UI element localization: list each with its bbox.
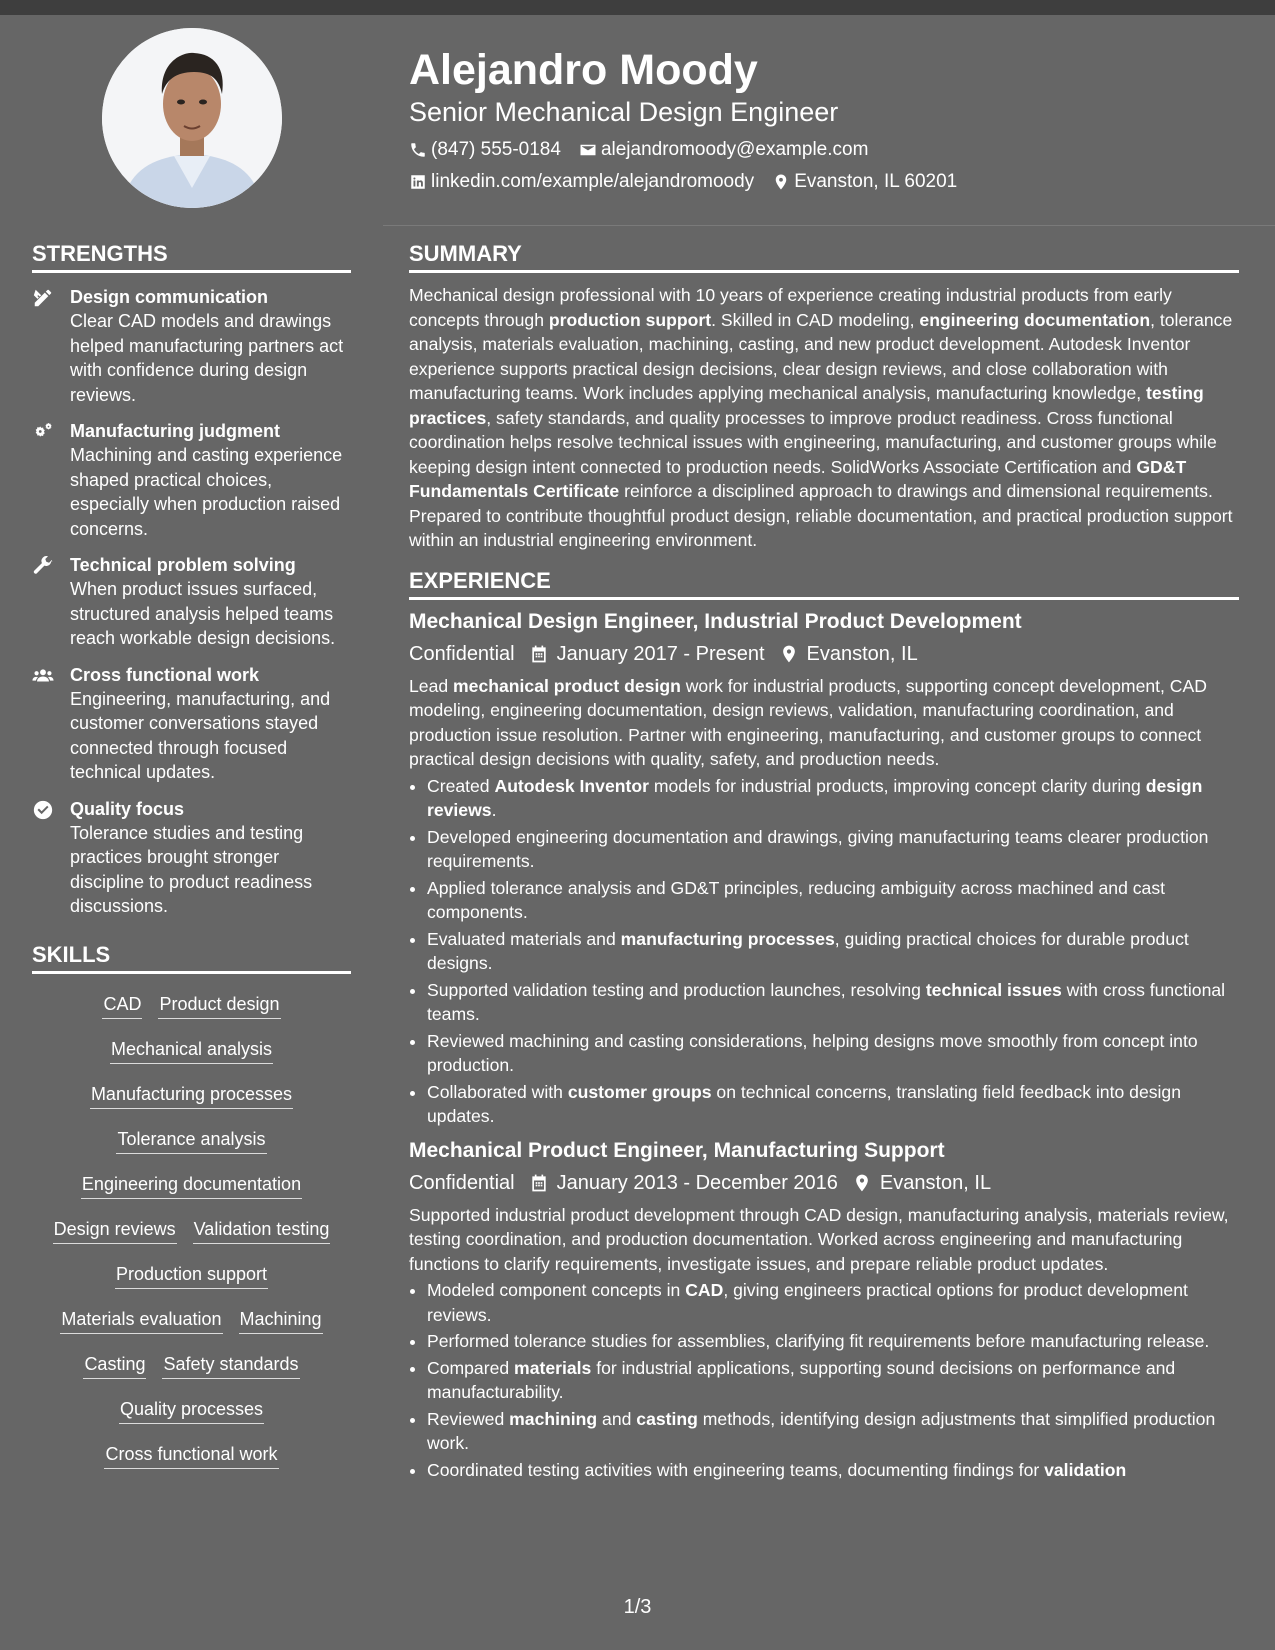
- skill-tag: Cross functional work: [104, 1442, 278, 1469]
- envelope-icon: [579, 141, 597, 159]
- gears-icon: [32, 421, 54, 443]
- bullet-item: • Evaluated materials and manufacturing processes, guiding practical choices for durable product designs.: [427, 927, 1239, 976]
- linkedin-text: linkedin.com/example/alejandromoody: [431, 171, 755, 192]
- job-entry: [409, 1137, 1239, 1483]
- strength-description: When product issues surfaced, structured analysis helped teams reach workable design decisions.: [70, 579, 336, 648]
- map-pin-icon: [852, 1173, 872, 1193]
- location-text: Evanston, IL 60201: [794, 171, 958, 192]
- job-dates: January 2013 - December 2016: [556, 1171, 838, 1194]
- page-number: 1/3: [623, 1596, 652, 1618]
- strength-title: Quality focus: [70, 798, 185, 819]
- strength-description: Clear CAD models and drawings helped manufacturing partners act with confidence during design reviews.: [70, 311, 344, 405]
- strength-item: [32, 663, 351, 785]
- skills-list: [32, 992, 351, 1469]
- email-text: alejandromoody@example.com: [600, 139, 869, 160]
- bullet-item: • Compared materials for industrial applications, supporting sound decisions on performance and manufacturability.: [427, 1356, 1239, 1405]
- bullet-item: • Supported validation testing and production launches, resolving technical issues with cross functional teams.: [427, 978, 1239, 1027]
- calendar-icon: [529, 644, 549, 664]
- job-description: Supported industrial product development through CAD design, manufacturing analysis, materials review, testing coordination, and production documentation. Worked across engineering and manufacturing functions to clarify requirements, investigate issues, and prepare reliable product updates.: [409, 1204, 1229, 1274]
- strength-description: Engineering, manufacturing, and customer conversations stayed connected through focused technical updates.: [70, 688, 331, 782]
- bullet-item: • Modeled component concepts in CAD, giving engineers practical options for product development reviews.: [427, 1278, 1239, 1327]
- strength-title: Cross functional work: [70, 664, 260, 685]
- strength-item: [32, 419, 351, 541]
- phone-contact[interactable]: [409, 138, 561, 162]
- bullet-item: • Performed tolerance studies for assemblies, clarifying fit requirements before manufacturing release.: [427, 1329, 1239, 1354]
- job-bullets: [409, 1278, 1239, 1482]
- bullet-item: • Reviewed machining and casting considerations, helping designs move smoothly from concept into production.: [427, 1029, 1239, 1078]
- skills-heading: SKILLS: [32, 941, 351, 974]
- header-divider: [383, 225, 1275, 226]
- wrench-icon: [32, 555, 54, 577]
- calendar-icon: [529, 1173, 549, 1193]
- skill-tag: Machining: [239, 1307, 323, 1334]
- linkedin-contact[interactable]: [409, 170, 754, 194]
- bullet-item: • Reviewed machining and casting methods, identifying design adjustments that simplified production work.: [427, 1407, 1239, 1456]
- location-contact: [772, 170, 957, 194]
- candidate-role: Senior Mechanical Design Engineer: [409, 97, 839, 127]
- job-description: Lead mechanical product design work for industrial products, supporting concept development, CAD modeling, engineering documentation, design reviews, validation, manufacturing coordination, and production issue resolution. Partner with engineering, manufacturing, and customer groups to connect practical design decisions with quality, safety, and production needs.: [409, 675, 1207, 769]
- skill-tag: Engineering documentation: [81, 1172, 302, 1199]
- map-pin-icon: [779, 644, 799, 664]
- phone-text: (847) 555-0184: [431, 139, 561, 160]
- strength-title: Technical problem solving: [70, 555, 296, 575]
- strength-item: [32, 797, 351, 919]
- job-dates: January 2017 - Present: [556, 642, 765, 665]
- strength-item: [32, 553, 351, 651]
- skill-tag: Design reviews: [53, 1217, 177, 1244]
- linkedin-icon: [409, 173, 427, 191]
- strength-title: Design communication: [70, 287, 269, 307]
- email-contact[interactable]: [579, 138, 868, 162]
- contact-row-1: [409, 138, 1249, 162]
- pencil-ruler-icon: [32, 287, 54, 309]
- candidate-name: Alejandro Moody: [409, 46, 758, 94]
- strength-title: Manufacturing judgment: [70, 421, 280, 441]
- summary-text: Mechanical design professional with 10 years of experience creating industrial products from early concepts through production support. Skilled in CAD modeling, engineering documentation, tolerance analysis, materials evaluation, machining, casting, and new product development. Autodesk Inventor experience supports practical design decisions, clear design reviews, and close collaboration with manufacturing teams. Work includes applying mechanical analysis, manufacturing knowledge, testing practices, safety standards, and quality processes to improve product readiness. Cross functional coordination helps resolve technical issues with engineering, manufacturing, and customer groups while keeping design intent connected to production needs. SolidWorks Associate Certification and GD&T Fundamentals Certificate reinforce a disciplined approach to drawings and dimensional requirements. Prepared to contribute thoughtful product design, reliable documentation, and practical production support within an industrial engineering environment.: [409, 285, 1233, 550]
- right-column: [409, 240, 1239, 1484]
- job-entry: [409, 608, 1239, 1129]
- job-company: Confidential: [409, 1171, 515, 1194]
- bullet-item: • Coordinated testing activities with engineering teams, documenting findings for validation: [427, 1458, 1239, 1483]
- skill-tag: CAD: [102, 992, 142, 1019]
- summary-heading: SUMMARY: [409, 240, 1239, 273]
- bullet-item: • Applied tolerance analysis and GD&T principles, reducing ambiguity across machined and cast components.: [427, 876, 1239, 925]
- job-meta: [409, 1169, 1239, 1197]
- left-column: [32, 240, 351, 1469]
- bullet-item: • Created Autodesk Inventor models for industrial products, improving concept clarity during design reviews.: [427, 774, 1239, 823]
- skill-tag: Product design: [158, 992, 280, 1019]
- job-company: Confidential: [409, 642, 515, 665]
- job-title: Mechanical Design Engineer, Industrial Product Development: [409, 609, 1022, 633]
- skill-tag: Tolerance analysis: [116, 1127, 266, 1154]
- strengths-list: [32, 285, 351, 919]
- job-location: Evanston, IL: [806, 642, 918, 665]
- strength-description: Tolerance studies and testing practices brought stronger discipline to product readiness discussions.: [70, 822, 313, 916]
- skill-tag: Mechanical analysis: [110, 1037, 273, 1064]
- profile-photo: [102, 28, 282, 208]
- skill-tag: Materials evaluation: [60, 1307, 222, 1334]
- phone-icon: [409, 141, 427, 159]
- strength-description: Machining and casting experience shaped practical choices, especially when production raised concerns.: [70, 445, 343, 539]
- map-pin-icon: [772, 173, 790, 191]
- experience-heading: EXPERIENCE: [409, 567, 1239, 600]
- contact-row-2: [409, 170, 1249, 194]
- skill-tag: Quality processes: [119, 1397, 264, 1424]
- skill-tag: Manufacturing processes: [90, 1082, 293, 1109]
- users-icon: [32, 665, 54, 687]
- skill-tag: Casting: [83, 1352, 146, 1379]
- bullet-item: • Developed engineering documentation and drawings, giving manufacturing teams clearer production requirements.: [427, 825, 1239, 874]
- job-title: Mechanical Product Engineer, Manufacturing Support: [409, 1138, 945, 1162]
- skill-tag: Production support: [115, 1262, 268, 1289]
- skill-tag: Validation testing: [193, 1217, 331, 1244]
- strength-item: [32, 285, 351, 407]
- check-circle-icon: [32, 799, 54, 821]
- job-bullets: [409, 774, 1239, 1129]
- resume-header: [409, 40, 1249, 194]
- job-location: Evanston, IL: [879, 1171, 992, 1194]
- skill-tag: Safety standards: [162, 1352, 299, 1379]
- top-bar: [0, 0, 1275, 15]
- job-meta: [409, 640, 1239, 668]
- strengths-heading: STRENGTHS: [32, 240, 351, 273]
- bullet-item: • Collaborated with customer groups on technical concerns, translating field feedback into design updates.: [427, 1080, 1239, 1129]
